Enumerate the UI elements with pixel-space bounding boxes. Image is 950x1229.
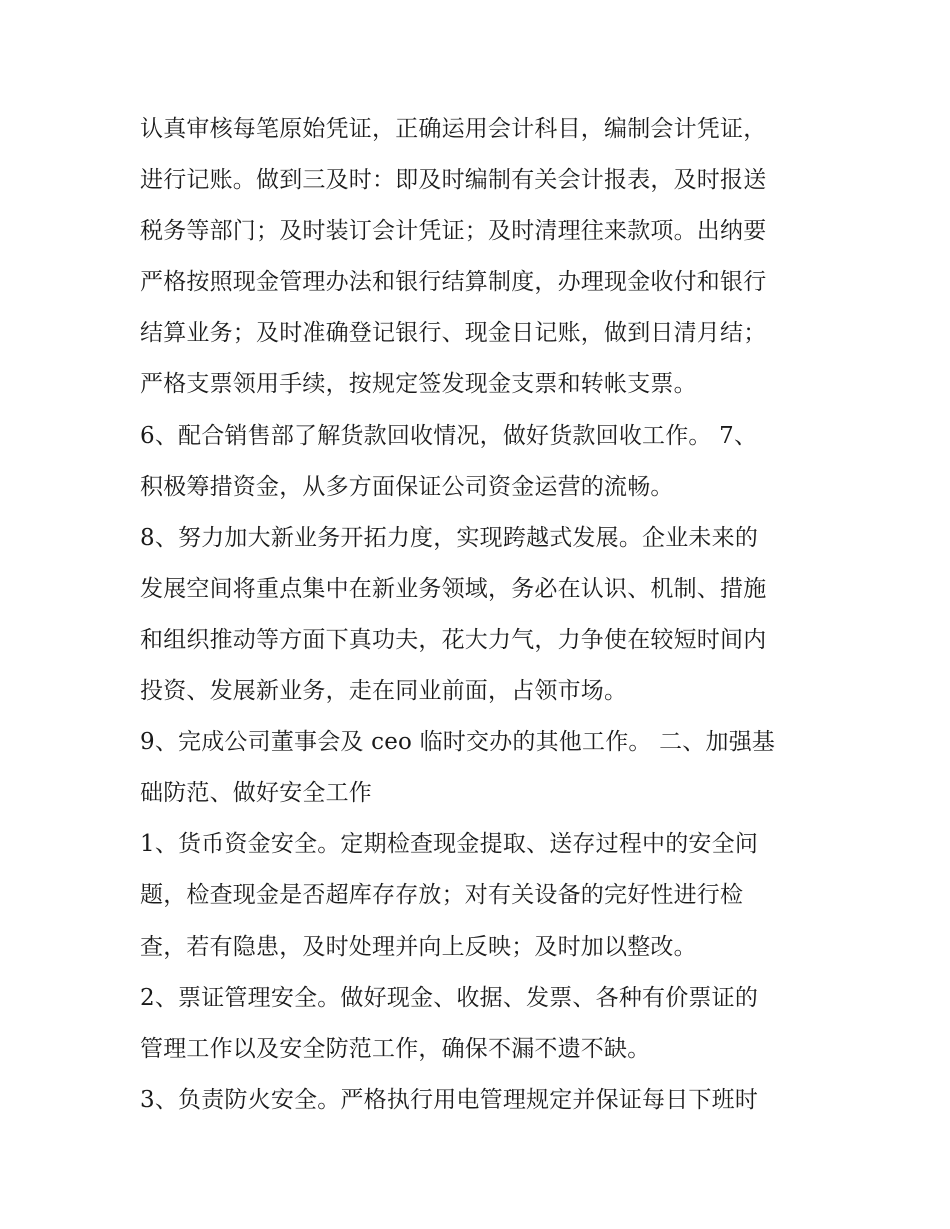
- text-line: 结算业务；及时准确登记银行、现金日记账，做到日清月结；: [140, 320, 767, 347]
- text-line: 发展空间将重点集中在新业务领域，务必在认识、机制、措施: [140, 575, 767, 602]
- document-body: [140, 104, 830, 1126]
- text-line: 管理工作以及安全防范工作，确保不漏不遗不缺。: [140, 1035, 651, 1062]
- list-item-2: 2、票证管理安全。做好现金、收据、发票、各种有价票证的: [140, 984, 759, 1011]
- list-item-3: 3、负责防火安全。严格执行用电管理规定并保证每日下班时: [140, 1086, 759, 1113]
- list-item-6: 6、配合销售部了解货款回收情况，做好货款回收工作。 7、: [140, 422, 758, 449]
- list-item-9: 9、完成公司董事会及 ceo 临时交办的其他工作。 二、加强基: [140, 729, 776, 756]
- section-heading-2: 础防范、做好安全工作: [140, 780, 372, 807]
- text-line: 查，若有隐患，及时处理并向上反映；及时加以整改。: [140, 933, 697, 960]
- text-line: 和组织推动等方面下真功夫，花大力气，力争使在较短时间内: [140, 626, 767, 653]
- text-line: 投资、发展新业务，走在同业前面，占领市场。: [140, 678, 628, 705]
- text-line: 进行记账。做到三及时：即及时编制有关会计报表，及时报送: [140, 167, 767, 194]
- text-line: 积极筹措资金，从多方面保证公司资金运营的流畅。: [140, 473, 674, 500]
- text-line: 题，检查现金是否超库存存放；对有关设备的完好性进行检: [140, 882, 744, 909]
- text-line: 严格按照现金管理办法和银行结算制度，办理现金收付和银行: [140, 269, 767, 296]
- list-item-1: 1、货币资金安全。定期检查现金提取、送存过程中的安全问: [140, 831, 759, 858]
- text-line: 税务等部门；及时装订会计凭证；及时清理往来款项。出纳要: [140, 218, 767, 245]
- text-line: 严格支票领用手续，按规定签发现金支票和转帐支票。: [140, 371, 697, 398]
- text-line: 认真审核每笔原始凭证，正确运用会计科目，编制会计凭证，: [140, 116, 767, 142]
- list-item-8: 8、努力加大新业务开拓力度，实现跨越式发展。企业未来的: [140, 524, 759, 551]
